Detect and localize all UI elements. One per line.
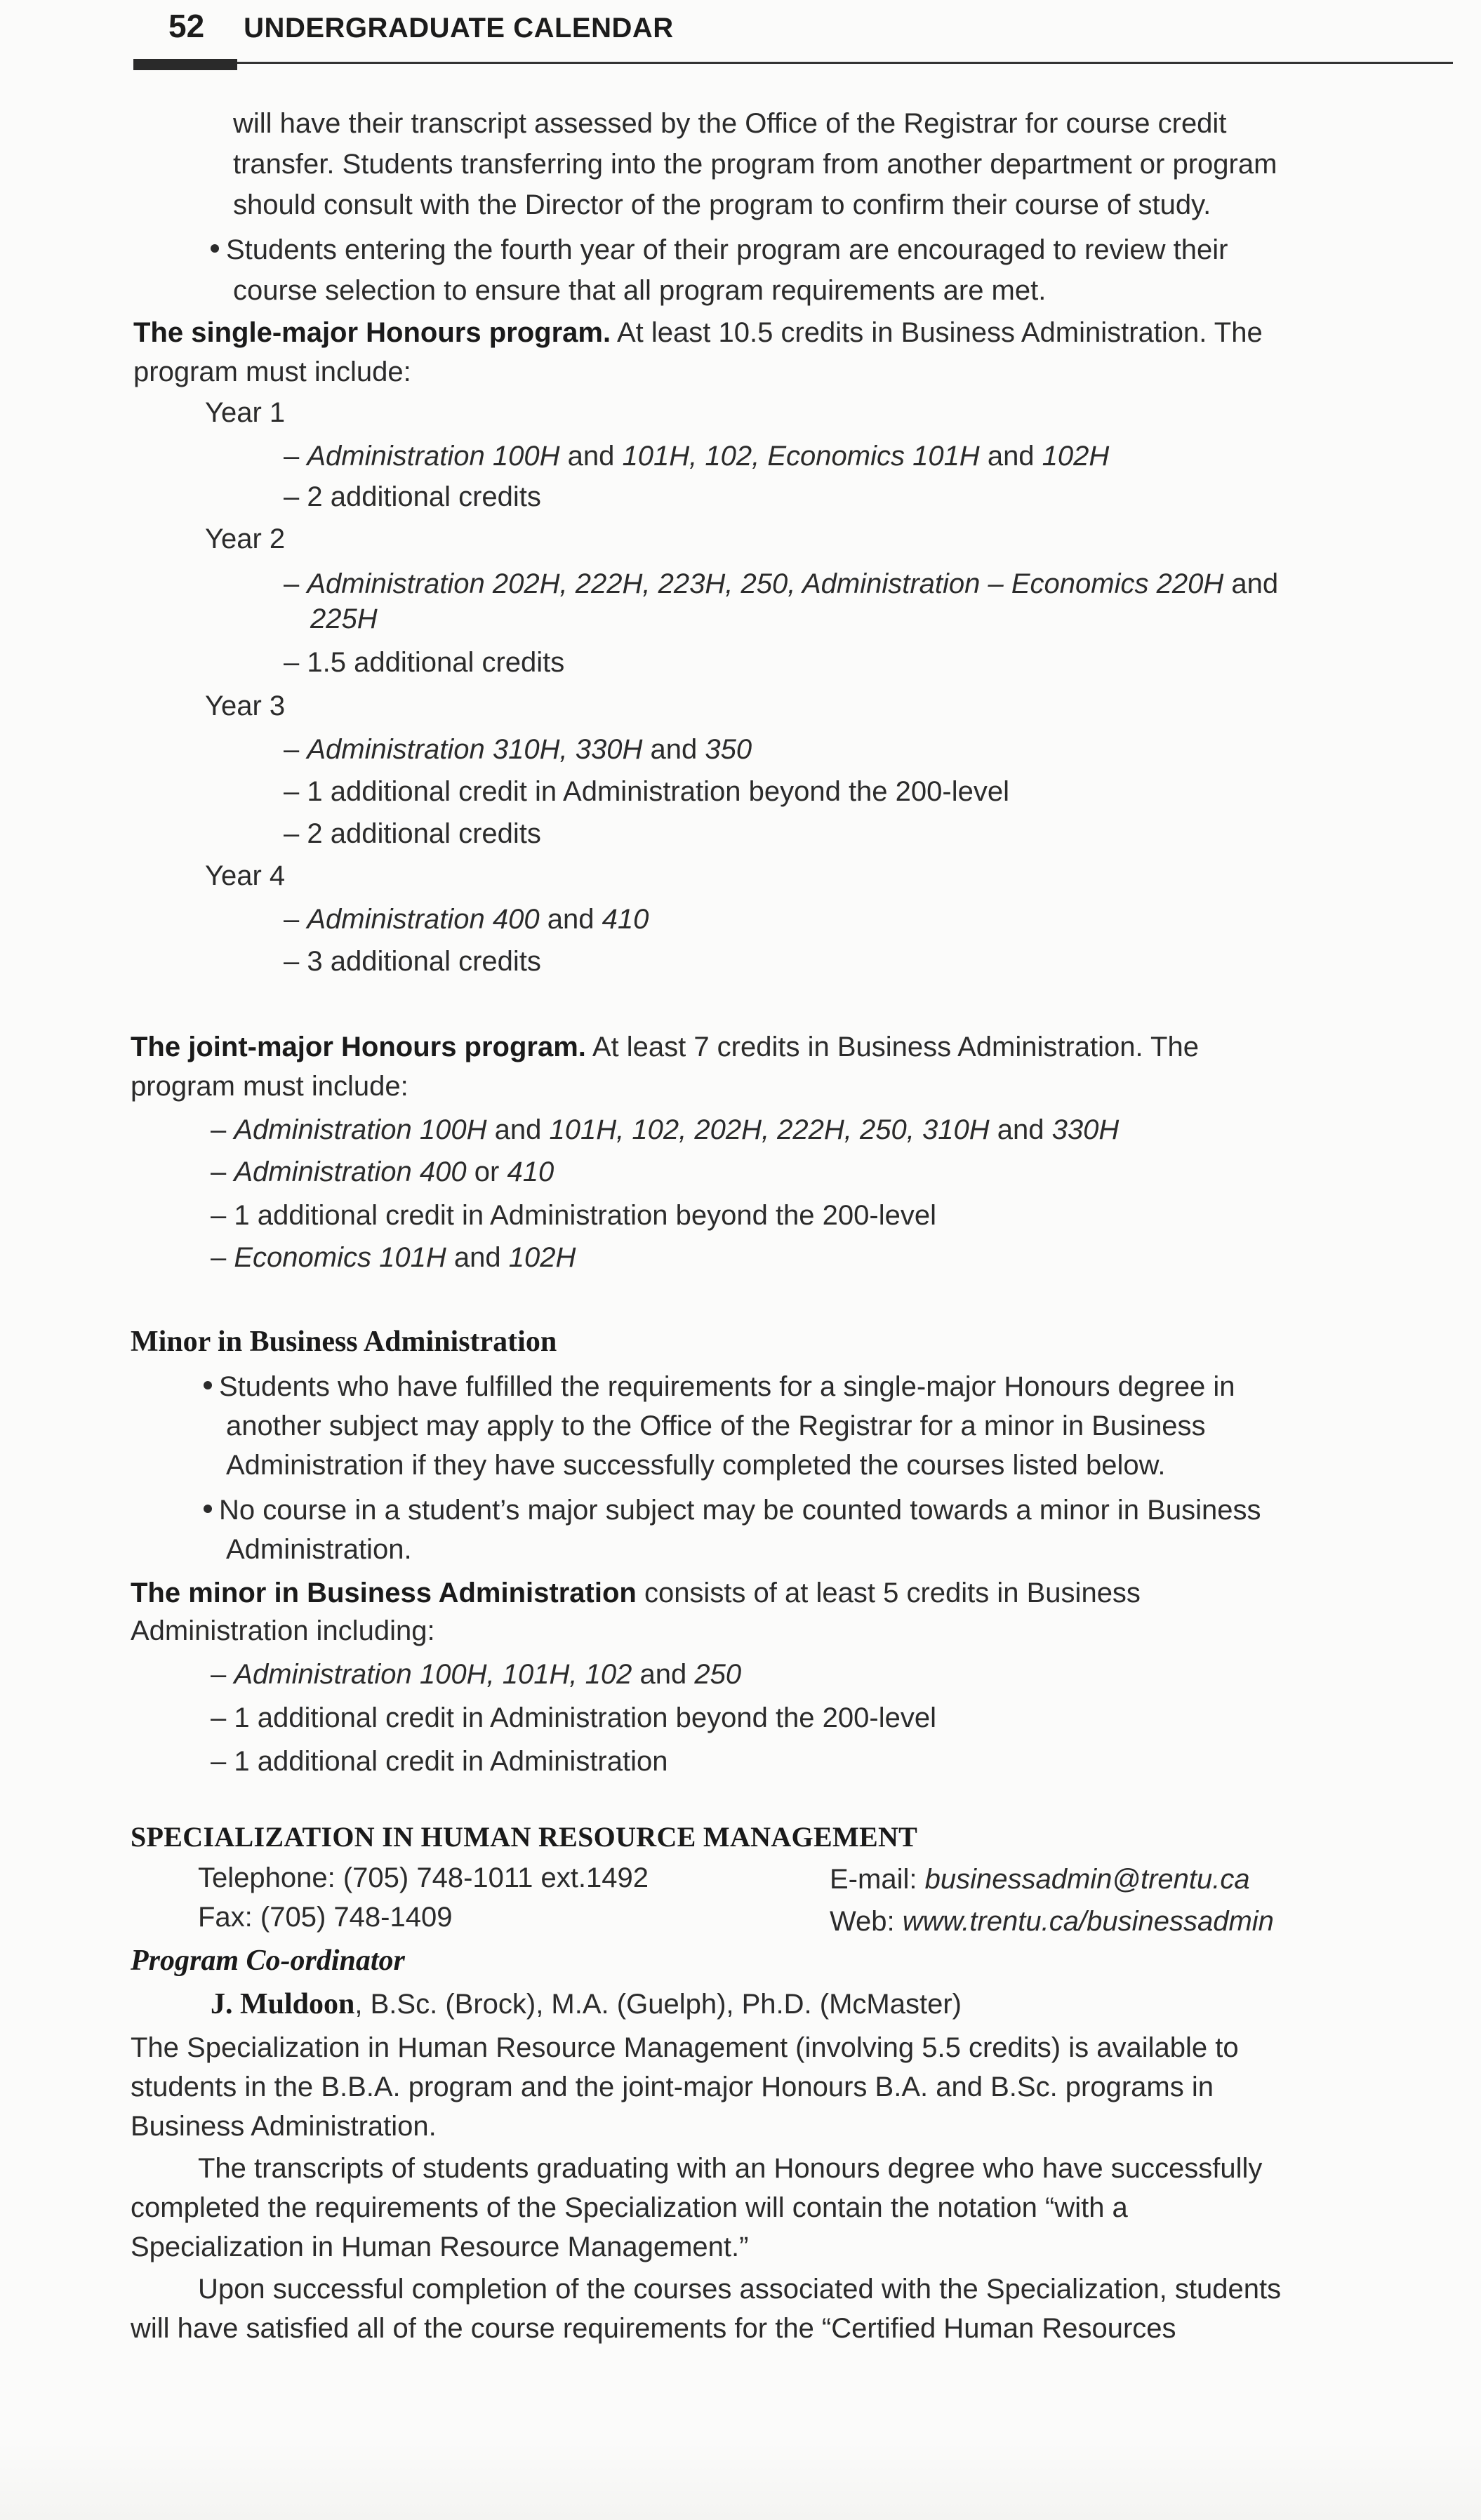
course-list: 102H — [508, 1242, 576, 1273]
intro-bullet — [211, 232, 1228, 268]
course-list: Administration 400 — [307, 904, 540, 935]
minor-item: – 1 additional credit in Administration — [211, 1746, 668, 1777]
conj: and — [989, 1114, 1052, 1145]
course-list: 250 — [694, 1659, 742, 1690]
course-list: 410 — [507, 1156, 554, 1187]
intro-line: transfer. Students transferring into the program from another department or program — [233, 149, 1277, 180]
year-2-label: Year 2 — [205, 524, 286, 554]
hrm-fax: Fax: (705) 748-1409 — [198, 1902, 453, 1933]
dash: – — [211, 1156, 234, 1187]
hrm-paragraph-line: completed the requirements of the Specialization will contain the notation “with a — [131, 2192, 1128, 2223]
dash: – — [211, 1242, 234, 1273]
year-3-item — [284, 731, 752, 768]
hrm-web-line — [830, 1903, 1274, 1940]
course-list: Administration 202H, 222H, 223H, 250, Administration – Economics 220H — [307, 568, 1224, 599]
course-list: Administration 100H — [234, 1114, 487, 1145]
minor-bullet-line: Administration if they have successfully completed the courses listed below. — [226, 1450, 1166, 1481]
minor-item: – 1 additional credit in Administration beyond the 200-level — [211, 1702, 936, 1733]
course-list: 101H, 102, Economics 101H — [622, 441, 980, 472]
dash: – — [211, 1659, 234, 1690]
joint-major-item — [211, 1239, 576, 1276]
course-list: 101H, 102, 202H, 222H, 250, 310H — [549, 1114, 990, 1145]
course-list: Administration 310H, 330H — [307, 734, 643, 765]
course-list: Administration 400 — [234, 1156, 467, 1187]
conj: or — [466, 1156, 507, 1187]
intro-line: should consult with the Director of the program to confirm their course of study. — [233, 189, 1211, 220]
minor-lead-rest: consists of at least 5 credits in Business — [636, 1578, 1141, 1608]
conj: and — [539, 904, 602, 935]
minor-lead-line: Administration including: — [131, 1615, 435, 1646]
intro-bullet-line: course selection to ensure that all program requirements are met. — [233, 275, 1047, 306]
course-list: 102H — [1042, 441, 1110, 472]
joint-major-title-rest: At least 7 credits in Business Administration. The — [585, 1032, 1199, 1062]
year-1-label: Year 1 — [205, 397, 286, 428]
hrm-paragraph-line: will have satisfied all of the course requirements for the “Certified Human Resources — [131, 2313, 1176, 2344]
page-header — [168, 7, 674, 49]
web-label: Web: — [830, 1906, 903, 1937]
hrm-paragraph-line: The Specialization in Human Resource Management (involving 5.5 credits) is available to — [131, 2032, 1239, 2063]
joint-major-title-line — [131, 1029, 1199, 1065]
year-4-item — [284, 901, 649, 938]
email-label: E-mail: — [830, 1864, 925, 1895]
web-link[interactable]: www.trentu.ca/businessadmin — [902, 1906, 1274, 1937]
joint-major-item — [211, 1154, 554, 1190]
minor-bullet-line: Administration. — [226, 1534, 412, 1565]
coordinator-heading: Program Co-ordinator — [131, 1945, 405, 1977]
year-4-label: Year 4 — [205, 860, 286, 891]
hrm-paragraph-line: Business Administration. — [131, 2111, 437, 2142]
coordinator-name: J. Muldoon — [211, 1988, 355, 2020]
minor-bullet — [204, 1492, 1261, 1528]
hrm-paragraph-line: Specialization in Human Resource Management.” — [131, 2232, 749, 2262]
dash: – — [211, 1114, 234, 1145]
single-major-title-rest: At least 10.5 credits in Business Administration. The — [611, 317, 1263, 348]
single-major-line: program must include: — [133, 356, 411, 387]
email-link[interactable]: businessadmin@trentu.ca — [924, 1864, 1250, 1895]
coordinator-line — [211, 1986, 962, 2022]
coordinator-credentials: , B.Sc. (Brock), M.A. (Guelph), Ph.D. (McMaster) — [354, 1989, 962, 2020]
course-list: Administration 100H, 101H, 102 — [234, 1659, 632, 1690]
course-list: Economics 101H — [234, 1242, 446, 1273]
conj: and — [642, 734, 705, 765]
conj: and — [486, 1114, 550, 1145]
dash: – — [284, 904, 307, 935]
course-list: 330H — [1051, 1114, 1120, 1145]
year-2-item — [284, 566, 1278, 602]
hrm-paragraph-line: students in the B.B.A. program and the joint-major Honours B.A. and B.Sc. programs in — [131, 2072, 1214, 2102]
minor-bullet — [204, 1368, 1235, 1405]
year-3-label: Year 3 — [205, 691, 286, 721]
hrm-paragraph-line: Upon successful completion of the courses associated with the Specialization, students — [198, 2274, 1282, 2305]
intro-line: will have their transcript assessed by the Office of the Registrar for course credit — [233, 108, 1227, 139]
conj: and — [979, 441, 1042, 472]
year-4-item: – 3 additional credits — [284, 946, 541, 977]
single-major-title: The single-major Honours program. — [133, 317, 611, 348]
course-list: Administration 100H — [307, 441, 560, 472]
hrm-telephone: Telephone: (705) 748-1011 ext.1492 — [198, 1862, 649, 1893]
minor-heading: Minor in Business Administration — [131, 1326, 557, 1358]
conj: and — [446, 1242, 509, 1273]
course-list: 350 — [705, 734, 752, 765]
header-rule-accent — [133, 59, 237, 70]
dash: – — [284, 568, 307, 599]
course-list: 410 — [602, 904, 649, 935]
joint-major-item: – 1 additional credit in Administration beyond the 200-level — [211, 1200, 936, 1231]
intro-bullet-text: Students entering the fourth year of their program are encouraged to review their — [226, 234, 1228, 265]
single-major-title-line — [133, 314, 1263, 351]
course-list: 225H — [310, 604, 378, 634]
conj: and — [632, 1659, 695, 1690]
dash: – — [284, 734, 307, 765]
page-number: 52 — [168, 8, 205, 44]
year-3-item: – 2 additional credits — [284, 818, 541, 849]
conj: and — [1223, 568, 1279, 599]
running-title: UNDERGRADUATE CALENDAR — [244, 13, 674, 44]
conj: and — [559, 441, 623, 472]
hrm-heading: SPECIALIZATION IN HUMAN RESOURCE MANAGEMENT — [131, 1821, 918, 1853]
minor-bullet-text: Students who have fulfilled the requirements for a single-major Honours degree in — [219, 1371, 1235, 1402]
year-1-item — [284, 438, 1109, 474]
year-2-item: – 1.5 additional credits — [284, 647, 565, 678]
page-bottom-margin — [0, 2442, 1481, 2520]
minor-bullet-line: another subject may apply to the Office of the Registrar for a minor in Business — [226, 1411, 1206, 1441]
header-rule — [133, 62, 1453, 64]
minor-bullet-text: No course in a student’s major subject may be counted towards a minor in Business — [219, 1495, 1261, 1526]
hrm-paragraph-line: The transcripts of students graduating with an Honours degree who have successfully — [198, 2153, 1263, 2184]
joint-major-title: The joint-major Honours program. — [131, 1032, 586, 1062]
dash: – — [284, 441, 307, 472]
year-1-item: – 2 additional credits — [284, 481, 541, 512]
minor-item — [211, 1656, 741, 1693]
year-3-item: – 1 additional credit in Administration beyond the 200-level — [284, 776, 1009, 807]
joint-major-line: program must include: — [131, 1071, 409, 1102]
hrm-email-line — [830, 1861, 1250, 1898]
joint-major-item — [211, 1112, 1119, 1148]
minor-lead-bold: The minor in Business Administration — [131, 1578, 637, 1608]
minor-lead — [131, 1575, 1141, 1611]
